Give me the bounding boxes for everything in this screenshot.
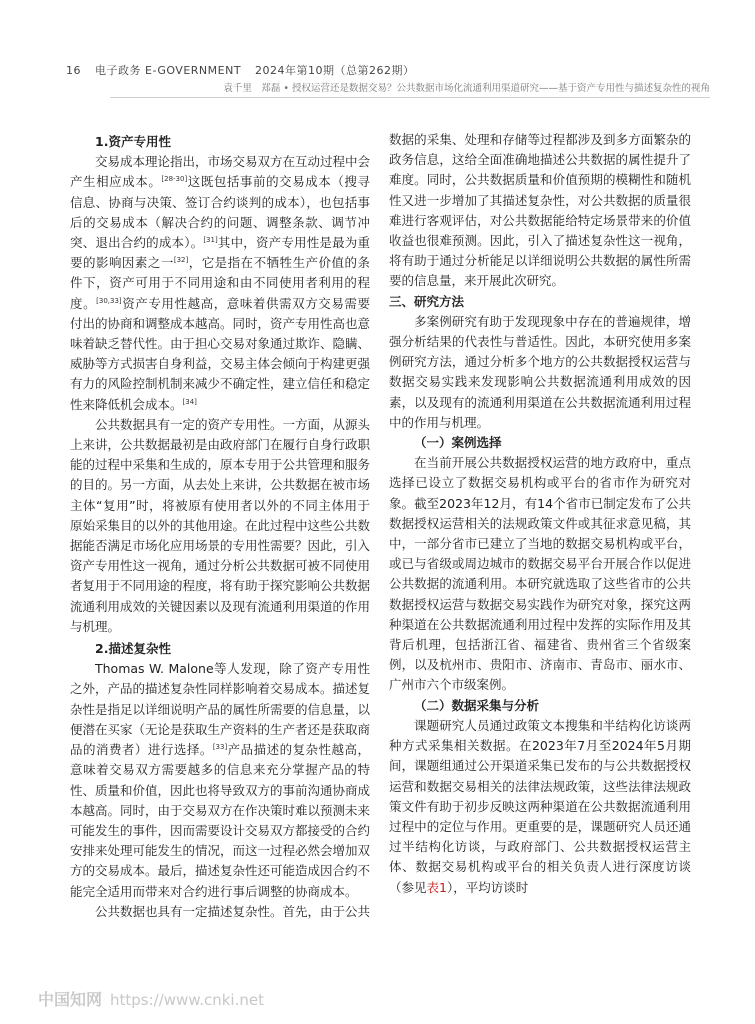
paragraph: 交易成本理论指出，市场交易双方在互动过程中会产生相应成本。[28-30]这既包括事前的交易成本（搜寻信息、协商与决策、签订合约谈判的成本），也包括事后的交易成本（解决合约的问题、调整条款、调节冲突、退出合约的成本）。[31]其中，资产专用性是最为重要的影响因素之一[32]，它是指在不牺牲生产价值的条件下，资产可用于不同用途和由不同使用者利用的程度。[30,33]资产专用性越高，意味着供需双方交易需要付出的协商和调整成本越高。同时，资产专用性高也意味着缺乏替代性。由于担心交易对象通过欺诈、隐瞒、威胁等方式损害自身利益，交易主体会倾向于构建更强有力的风险控制机制来减少不确定性，建立信任和稳定性来降低机会成本。[34] — [70, 154, 371, 412]
right-column — [389, 130, 691, 898]
journal-name: 电子政务 E-GOVERNMENT — [95, 64, 242, 77]
cnki-watermark — [38, 987, 264, 1010]
left-column — [70, 130, 370, 922]
citation[interactable]: [31] — [203, 236, 218, 245]
cnki-url: https://www.cnki.net — [110, 991, 264, 1009]
subsection-heading-data-collection: （二）数据采集与分析 — [414, 697, 540, 713]
citation[interactable]: [28-30] — [161, 175, 188, 184]
citation[interactable]: [33] — [212, 743, 228, 752]
paragraph: 在当前开展公共数据授权运营的地方政府中，重点选择已设立了数据交易机构或平台的省市作为研究对象。截至2023年12月，有14个省市已制定发布了公共数据授权运营相关的法规政策文件或其征求意见稿，其中，一部分省市已建立了当地的数据交易机构或平台，或已与省级或周边城市的数据交易平台开展合作以促进公共数据的流通利用。本研究就选取了这些省市的公共数据授权运营与数据交易实践作为研究对象，探究这两种渠道在公共数据流通利用过程中发挥的实际作用及其背后机理，包括浙江省、福建省、贵州省三个省级案例，以及杭州市、贵阳市、济南市、青岛市、丽水市、广州市六个市级案例。 — [389, 455, 691, 693]
paragraph: 课题研究人员通过政策文本搜集和半结构化访谈两种方式采集相关数据。在2023年7月至2024年5月期间，课题组通过公开渠道采集已发布的与公共数据授权运营和数据交易相关的法律法规政策，这些法律法规政策文件有助于初步反映这两种渠道在公共数据流通利用过程中的定位与作用。更重要的是，课题研究人员还通过半结构化访谈，与政府部门、公共数据授权运营主体、数据交易机构或平台的相关负责人进行深度访谈（参见表1），平均访谈时 — [389, 717, 691, 895]
paragraph: 数据的采集、处理和存储等过程都涉及到多方面繁杂的政务信息，这给全面准确地描述公共数据的属性提升了难度。同时，公共数据质量和价值预期的模糊性和随机性又进一步增加了其描述复杂性，对公共数据的质量很难进行客观评估，对公共数据能给特定场景带来的价值收益也很难预测。因此，引入了描述复杂性这一视角，将有助于通过分析能足以详细说明公共数据的属性所需要的信息量，来开展此次研究。 — [389, 132, 691, 289]
citation[interactable]: [34] — [182, 397, 197, 406]
citation[interactable]: [30,33] — [96, 296, 122, 305]
paragraph: 多案例研究有助于发现现象中存在的普遍规律，增强分析结果的代表性与普适性。因此，本研究使用多案例研究方法，通过分析多个地方的公共数据授权运营与数据交易实践来发现影响公共数据流通利用成效的因素，以及现有的流通利用渠道在公共数据流通利用过程中的作用与机理。 — [389, 313, 691, 430]
paragraph: Thomas W. Malone等人发现，除了资产专用性之外，产品的描述复杂性同样影响着交易成本。描述复杂性是指足以详细说明产品的属性所需要的信息量，以便潜在买家（无论是获取生产资料的生产者还是获取商品的消费者）进行选择。[33]产品描述的复杂性越高，意味着交易双方需要越多的信息来充分掌握产品的特性、质量和价值，因此也将导致双方的事前沟通协商成本越高。同时，由于交易双方在作决策时难以预测未来可能发生的事件，因而需要设计交易双方都接受的合约安排来处理可能发生的情况，而这一过程必然会增加双方的交易成本。最后，描述复杂性还可能造成因合约不能完全适用而带来对合约进行事后调整的协商成本。 — [70, 661, 371, 899]
issue-info: 2024年第10期（总第262期） — [255, 64, 415, 77]
citation[interactable]: [32] — [173, 256, 189, 265]
cnki-brand: 中国知网 — [38, 990, 103, 1009]
subsection-heading-case-selection: （一）案例选择 — [414, 435, 502, 451]
section-heading-asset-specificity: 1.资产专用性 — [95, 134, 171, 149]
paragraph: 公共数据也具有一定描述复杂性。首先，由于公共 — [95, 903, 371, 919]
article-running-title: 袁千里 郑磊 • 授权运营还是数据交易？公共数据市场化流通利用渠道研究——基于资产专用性与描述复杂性的视角 — [110, 80, 710, 98]
running-header — [66, 62, 425, 78]
table-reference-link[interactable]: 表1 — [426, 879, 447, 895]
page-number: 16 — [66, 64, 81, 77]
paragraph: 公共数据具有一定的资产专用性。一方面，从源头上来讲，公共数据最初是由政府部门在履行自身行政职能的过程中采集和生成的，原本专用于公共管理和服务的目的。另一方面，从去处上来讲，公共数据在被市场主体“复用”时，将被原有使用者以外的不同主体用于原始采集目的以外的其他用途。在此过程中这些公共数据能否满足市场化应用场景的专用性需要？因此，引入资产专用性这一视角，通过分析公共数据可被不同使用者复用于不同用途的程度，将有助于探究影响公共数据流通利用成效的关键因素以及现有流通利用渠道的作用与机理。 — [70, 416, 371, 634]
section-heading-description-complexity: 2.描述复杂性 — [95, 641, 171, 657]
section-heading-research-method: 三、研究方法 — [389, 293, 465, 309]
